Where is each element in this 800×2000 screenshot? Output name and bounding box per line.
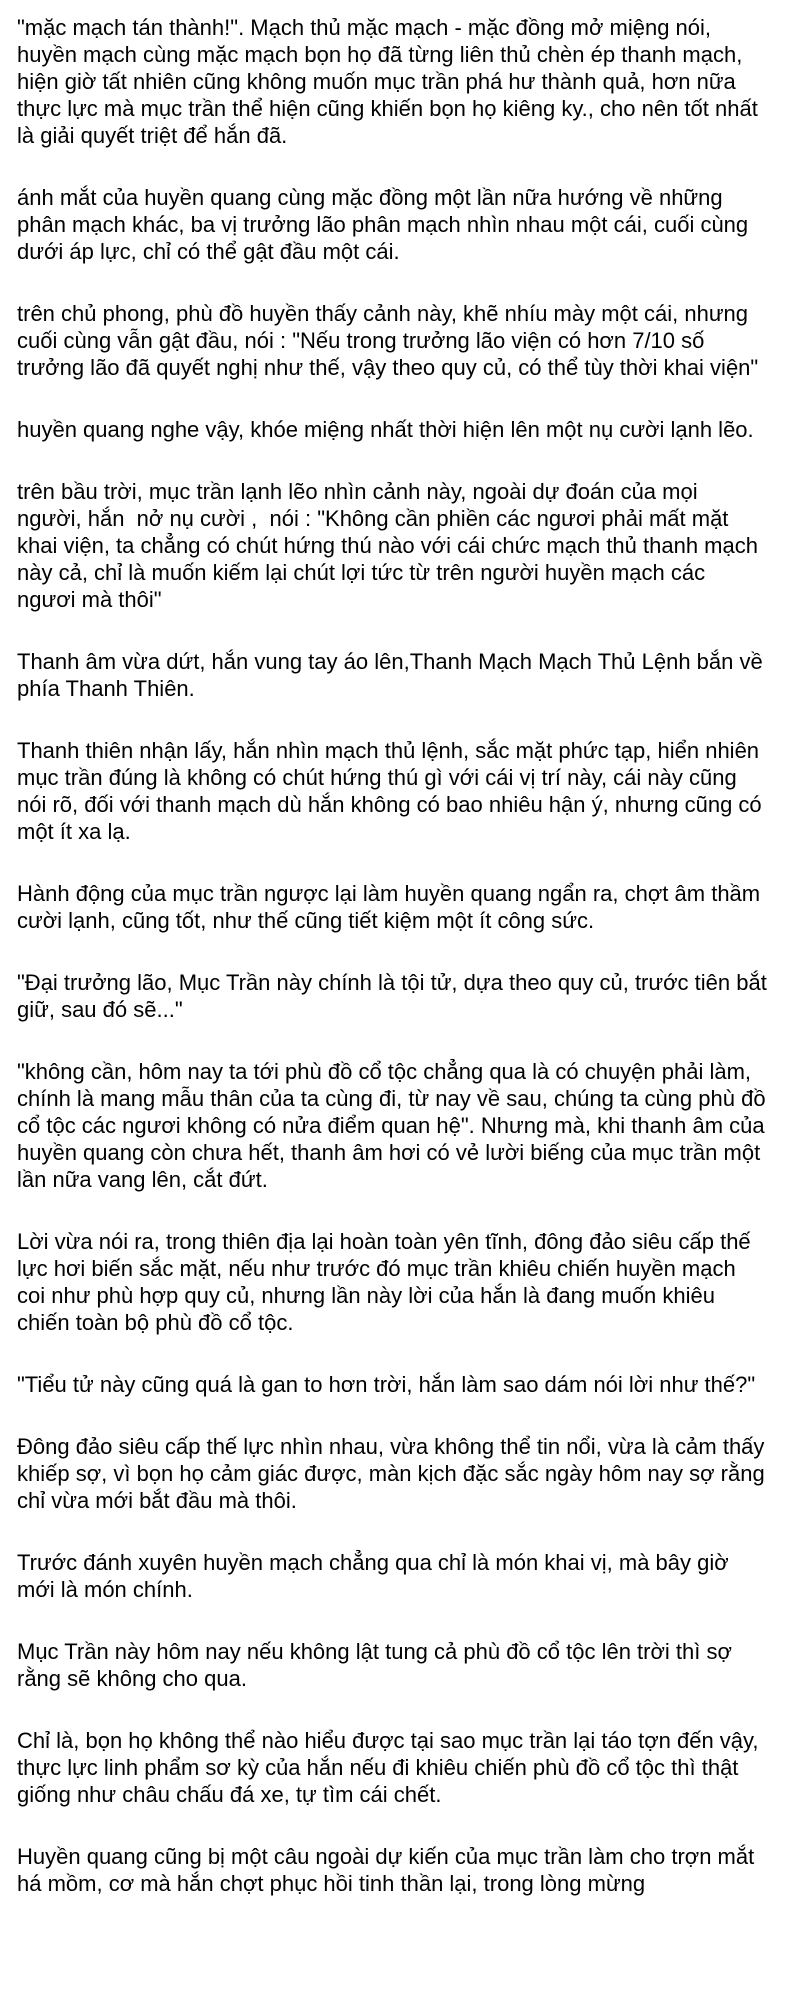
paragraph: Chỉ là, bọn họ không thể nào hiểu được tại sao mục trần lại táo tợn đến vậy, thực lực linh phẩm sơ kỳ của hắn nếu đi khiêu chiến phù đồ cổ tộc thì thật giống như châu chấu đá xe, tự tìm cái chết. <box>17 1728 765 1807</box>
paragraph: Hành động của mục trần ngược lại làm huyền quang ngẩn ra, chợt âm thầm cười lạnh, cũng tốt, như thế cũng tiết kiệm một ít công sức. <box>17 881 767 933</box>
paragraph: trên chủ phong, phù đồ huyền thấy cảnh này, khẽ nhíu mày một cái, nhưng cuối cùng vẫn gật đầu, nói : "Nếu trong trưởng lão viện có hơn 7/10 số trưởng lão đã quyết nghị như thế, vậy theo quy củ, có thể tùy thời khai viện" <box>17 301 759 380</box>
paragraph: Trước đánh xuyên huyền mạch chẳng qua chỉ là món khai vị, mà bây giờ mới là món chính. <box>17 1550 735 1602</box>
paragraph: huyền quang nghe vậy, khóe miệng nhất thời hiện lên một nụ cười lạnh lẽo. <box>17 417 754 442</box>
paragraph: Đông đảo siêu cấp thế lực nhìn nhau, vừa không thể tin nổi, vừa là cảm thấy khiếp sợ, vì bọn họ cảm giác được, màn kịch đặc sắc ngày hôm nay sợ rằng chỉ vừa mới bắt đầu mà thôi. <box>17 1434 771 1513</box>
paragraph: Huyền quang cũng bị một câu ngoài dự kiến của mục trần làm cho trợn mắt há mồm, cơ mà hắn chợt phục hồi tinh thần lại, trong lòng mừng <box>17 1844 761 1896</box>
paragraph: Lời vừa nói ra, trong thiên địa lại hoàn toàn yên tĩnh, đông đảo siêu cấp thế lực hơi biến sắc mặt, nếu như trước đó mục trần khiêu chiến huyền mạch coi như phù hợp quy củ, nhưng lần này lời của hắn là đang muốn khiêu chiến toàn bộ phù đồ cổ tộc. <box>17 1229 757 1335</box>
paragraph: Thanh âm vừa dứt, hắn vung tay áo lên,Thanh Mạch Mạch Thủ Lệnh bắn về phía Thanh Thiên. <box>17 649 769 701</box>
paragraph: ánh mắt của huyền quang cùng mặc đồng một lần nữa hướng về những phân mạch khác, ba vị trưởng lão phân mạch nhìn nhau một cái, cuối cùng dưới áp lực, chỉ có thể gật đầu một cái. <box>17 185 755 264</box>
paragraph: Mục Trần này hôm nay nếu không lật tung cả phù đồ cổ tộc lên trời thì sợ rằng sẽ không cho qua. <box>17 1639 739 1691</box>
paragraph: "mặc mạch tán thành!". Mạch thủ mặc mạch - mặc đồng mở miệng nói, huyền mạch cùng mặc mạch bọn họ đã từng liên thủ chèn ép thanh mạch, hiện giờ tất nhiên cũng không muốn mục trần phá hư thành quả, hơn nữa thực lực mà mục trần thể hiện cũng khiến bọn họ kiêng ky., cho nên tốt nhất là giải quyết triệt để hắn đã. <box>17 15 764 148</box>
paragraph: "không cần, hôm nay ta tới phù đồ cổ tộc chẳng qua là có chuyện phải làm, chính là mang mẫu thân của ta cùng đi, từ nay về sau, chúng ta cùng phù đồ cổ tộc các ngươi không có nửa điểm quan hệ". Nhưng mà, khi thanh âm của huyền quang còn chưa hết, thanh âm hơi có vẻ lười biếng của mục trần một lần nữa vang lên, cắt đứt. <box>17 1059 772 1192</box>
paragraph: Thanh thiên nhận lấy, hắn nhìn mạch thủ lệnh, sắc mặt phức tạp, hiển nhiên mục trần đúng là không có chút hứng thú gì với cái vị trí này, cái này cũng nói rõ, đối với thanh mạch dù hắn không có bao nhiêu hận ý, nhưng cũng có một ít xa lạ. <box>17 738 768 844</box>
paragraph: "Đại trưởng lão, Mục Trần này chính là tội tử, dựa theo quy củ, trước tiên bắt giữ, sau đó sẽ..." <box>17 970 773 1022</box>
paragraph: "Tiểu tử này cũng quá là gan to hơn trời, hắn làm sao dám nói lời như thế?" <box>17 1372 756 1397</box>
paragraph: trên bầu trời, mục trần lạnh lẽo nhìn cảnh này, ngoài dự đoán của mọi người, hắn nở nụ cười , nói : "Không cần phiền các ngươi phải mất mặt khai viện, ta chẳng có chút hứng thú nào với cái chức mạch thủ thanh mạch này cả, chỉ là muốn kiếm lại chút lợi tức từ trên người huyền mạch các ngươi mà thôi" <box>17 479 765 612</box>
paragraph-list <box>17 14 773 1897</box>
